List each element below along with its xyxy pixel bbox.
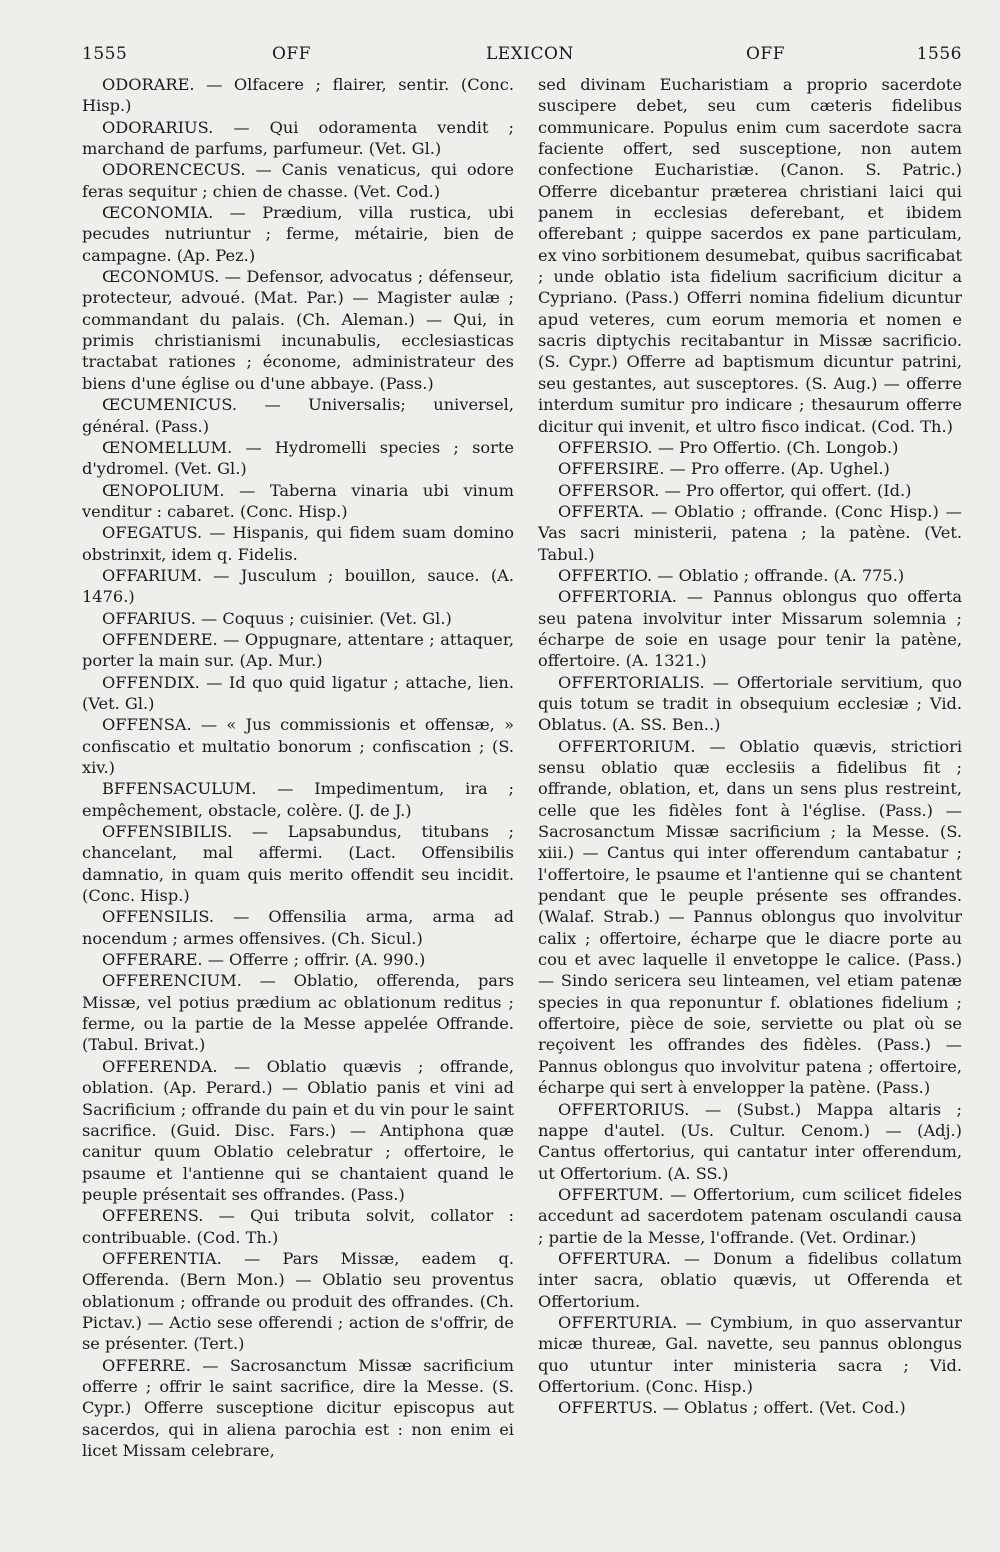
dictionary-entry: OFFERTUM. — Offertorium, cum scilicet fideles accedunt ad sacerdotem patenam osculandi causa ; partie de la Messe, l'offrande. (Vet. Ordinar.) [538, 1184, 962, 1247]
dictionary-entry: ODORARIUS. — Qui odoramenta vendit ; marchand de parfums, parfumeur. (Vet. Gl.) [82, 117, 514, 159]
dictionary-entry: OFFERTORIALIS. — Offertoriale servitium, quo quis totum se tradit in obsequium ecclesiæ ; Vid. Oblatus. (A. SS. Ben..) [538, 672, 962, 735]
dictionary-entry: OFFERENS. — Qui tributa solvit, collator : contribuable. (Cod. Th.) [82, 1206, 514, 1247]
dictionary-entry: OFFERENCIUM. — Oblatio, offerenda, pars Missæ, vel potius prædium ac oblationum reditus ; ferme, ou la partie de la Messe appelée Offrande. (Tabul. Brivat.) [82, 971, 514, 1055]
dictionary-entry: OFEGATUS. — Hispanis, qui fidem suam domino obstrinxit, idem q. Fidelis. [82, 523, 514, 564]
running-header [82, 44, 962, 68]
right-column [538, 74, 962, 1419]
dictionary-entry: OFFENSILIS. — Offensilia arma, arma ad nocendum ; armes offensives. (Ch. Sicul.) [82, 907, 514, 948]
dictionary-entry: OFFERRE. — Sacrosanctum Missæ sacrificium offerre ; offrir le saint sacrifice, dire la Messe. (S. Cypr.) Offerre susceptione dicitur episcopus aut sacerdos, qui in aliena parochia est : non enim ei licet Missam celebrare, [82, 1355, 514, 1460]
dictionary-entry: OFFARIUM. — Jusculum ; bouillon, sauce. (A. 1476.) [82, 565, 514, 607]
dictionary-entry: OFFERTA. — Oblatio ; offrande. (Conc Hisp.) — Vas sacri ministerii, patena ; la patène. (Vet. Tabul.) [538, 501, 962, 564]
dictionary-entry: OFFENSA. — « Jus commissionis et offensæ, » confiscatio et multatio bonorum ; confiscation ; (S. xiv.) [82, 715, 514, 777]
page-number-left: 1555 [82, 44, 128, 64]
dictionary-entry: BFFENSACULUM. — Impedimentum, ira ; empêchement, obstacle, colère. (J. de J.) [82, 779, 514, 820]
dictionary-entry: OFFENDERE. — Oppugnare, attentare ; attaquer, porter la main sur. (Ap. Mur.) [82, 629, 514, 671]
dictionary-entry: OFFERTORIUS. — (Subst.) Mappa altaris ; nappe d'autel. (Us. Cultur. Cenom.) — (Adj.) Cantus offertorius, qui cantatur inter offerendum, ut Offertorium. (A. SS.) [538, 1099, 962, 1183]
dictionary-entry: OFFERSIRE. — Pro offerre. (Ap. Ughel.) [558, 459, 890, 479]
dictionary-entry: OFFENSIBILIS. — Lapsabundus, titubans ; chancelant, mal affermi. (Lact. Offensibilis damnatio, in quam quis merito offendit seu incidit. (Conc. Hisp.) [82, 822, 514, 906]
dictionary-entry: OFFARIUS. — Coquus ; cuisinier. (Vet. Gl.) [102, 608, 452, 628]
dictionary-entry: ŒCONOMIA. — Prædium, villa rustica, ubi pecudes nutriuntur ; ferme, métairie, bien de campagne. (Ap. Pez.) [82, 203, 514, 265]
dictionary-entry: OFFERARE. — Offerre ; offrir. (A. 990.) [102, 950, 426, 970]
dictionary-entry: OFFERSOR. — Pro offertor, qui offert. (Id.) [558, 480, 912, 500]
entry-continuation: sed divinam Eucharistiam a proprio sacerdote suscipere debet, seu cum cæteris fidelibus communicare. Populus enim cum sacerdote sacra faciente offert, sed susceptione, non autem confectione Eucharistiæ. (Canon. S. Patric.) Offerre dicebantur præterea christiani laici qui panem in ecclesias deferebant, et ibidem offerebant ; quippe sacerdos ex pane particulam, ex vino sorbitionem desumebat, quibus sacrificabat ; unde oblatio ista fidelium sacrificium dicitur a Cypriano. (Pass.) Offerri nomina fidelium dicuntur apud veteres, cum eorum memoria et nomen e sacris diptychis recitabantur in Missæ sacrificio. (S. Cypr.) Offerre ad baptismum dicuntur patrini, seu gestantes, aut susceptores. (S. Aug.) — offerre interdum sumitur pro indicare ; thesaurum offerre dicitur qui invenit, et ultro fisco indicat. (Cod. Th.) [538, 75, 962, 436]
dictionary-entry: OFFERENTIA. — Pars Missæ, eadem q. Offerenda. (Bern Mon.) — Oblatio seu proventus oblationum ; offrande ou produit des offrandes. (Ch. Pictav.) — Actio sese offerendi ; action de s'offrir, de se présenter. (Tert.) [82, 1248, 514, 1354]
dictionary-entry: ODORENCECUS. — Canis venaticus, qui odore feras sequitur ; chien de chasse. (Vet. Cod.) [82, 160, 514, 201]
dictionary-entry: ODORARE. — Olfacere ; flairer, sentir. (Conc. Hisp.) [82, 75, 514, 116]
dictionary-entry: OFFERTURIA. — Cymbium, in quo asservantur micæ thureæ, Gal. navette, seu pannus oblongus quo utuntur inter ministeria sacra ; Vid. Offertorium. (Conc. Hisp.) [538, 1312, 962, 1396]
dictionary-entry: ŒNOMELLUM. — Hydromelli species ; sorte d'ydromel. (Vet. Gl.) [82, 437, 514, 479]
dictionary-entry: OFFERTORIA. — Pannus oblongus quo offerta seu patena involvitur inter Missarum solemnia ; écharpe de soie en usage pour tenir la patène, offertoire. (A. 1321.) [538, 587, 962, 671]
dictionary-entry: OFFERTURA. — Donum a fidelibus collatum inter sacra, oblatio quævis, ut Offerenda et Offertorium. [538, 1248, 962, 1311]
dictionary-entry: OFFENDIX. — Id quo quid ligatur ; attache, lien. (Vet. Gl.) [82, 672, 514, 713]
guide-word-right: OFF [746, 44, 786, 64]
dictionary-entry: ŒCUMENICUS. — Universalis; universel, général. (Pass.) [82, 395, 514, 436]
dictionary-entry: OFFERENDA. — Oblatio quævis ; offrande, oblation. (Ap. Perard.) — Oblatio panis et vini ad Sacrificium ; offrande du pain et du vin pour le saint sacrifice. (Guid. Disc. Fars.) — Antiphona quæ canitur quum Oblatio celebratur ; offertoire, le psaume et l'antienne qui se chantaient quand le peuple présentait ses offrandes. (Pass.) [82, 1056, 514, 1204]
dictionary-entry: OFFERTORIUM. — Oblatio quævis, strictiori sensu oblatio quæ ecclesiis a fidelibus fit ; offrande, oblation, et, dans un sens plus restreint, celle que les fidèles font à l'église. (Pass.) — Sacrosanctum Missæ sacrificium ; la Messe. (S. xiii.) — Cantus qui inter offerendum cantabatur ; l'offertoire, le psaume et l'antienne qui se chantent pendant que le peuple présente ses offrandes. (Walaf. Strab.) — Pannus oblongus quo involvitur calix ; offertoire, écharpe que le diacre porte au cou et avec laquelle il envetoppe le calice. (Pass.) — Sindo sericera seu linteamen, vel etiam patenæ species in qua reponuntur f. oblationes fidelium ; offertoire, pièce de soie, serviette ou plat où se reçoivent les offrandes des fidèles. (Pass.) — Pannus oblongus quo involvitur patena ; offertoire, écharpe qui sert à envelopper la patène. (Pass.) [538, 736, 962, 1098]
dictionary-entry: ŒNOPOLIUM. — Taberna vinaria ubi vinum venditur : cabaret. (Conc. Hisp.) [82, 480, 514, 521]
dictionary-entry: OFFERTUS. — Oblatus ; offert. (Vet. Cod.) [558, 1398, 906, 1418]
guide-word-left: OFF [272, 44, 312, 64]
page-number-right: 1556 [916, 44, 962, 64]
left-column [82, 74, 514, 1461]
dictionary-entry: OFFERSIO. — Pro Offertio. (Ch. Longob.) [558, 437, 899, 457]
running-title: LEXICON [486, 44, 574, 64]
dictionary-entry: ŒCONOMUS. — Defensor, advocatus ; défenseur, protecteur, advoué. (Mat. Par.) — Magister aulæ ; commandant du palais. (Ch. Aleman.) — Qui, in primis christianismi incunabulis, ecclesiasticas tractabat rationes ; économe, administrateur des biens d'une église ou d'une abbaye. (Pass.) [82, 267, 514, 393]
dictionary-entry: OFFERTIO. — Oblatio ; offrande. (A. 775.) [558, 565, 905, 585]
